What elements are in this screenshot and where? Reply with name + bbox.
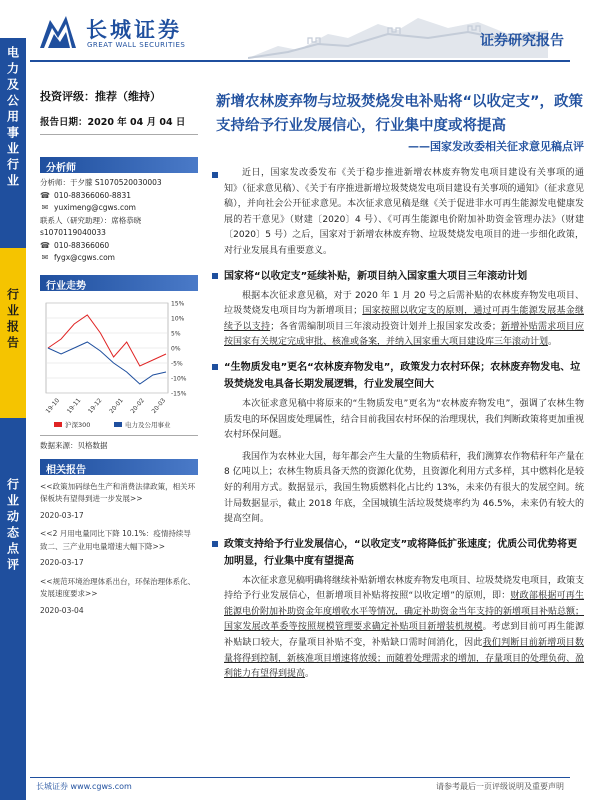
y-tick-label: -5% <box>171 360 183 367</box>
intro-paragraph: 近日，国家发改委发布《关于稳步推进新增农林废弃物发电项目建设有关事项的通知》（征求意见稿）、《关于有序推进新增垃圾焚烧发电项目建设有关事项的通知》（征求意见稿），并向社会公开征求意见。本次征求意见稿是继《关于促进非水可再生能源发电健康发展的若干意见》（财建〔2020〕4 号）、《可再生能源电价附加补助资金管理办法》（财建〔2020〕5 号）之后，国家对于新增农林废弃物、垃圾焚烧发电项目的进一步细化政策，对行业发展具有重要意义。 <box>212 166 584 260</box>
legend-swatch <box>54 422 62 427</box>
company-logo <box>36 12 246 52</box>
footer-disclaimer: 请参考最后一页评级说明及重要声明 <box>436 782 564 791</box>
y-tick-label: -15% <box>171 390 187 397</box>
footer-divider <box>30 777 570 778</box>
legend-label: 电力及公用事业 <box>125 420 171 429</box>
bullet-square-icon <box>212 364 218 370</box>
assistant-name-row: 联系人（研究助理）：席格恭晓 <box>40 215 142 225</box>
related-report-date: 2020-03-17 <box>40 510 84 520</box>
assistant-id-row: s1070119040033 <box>40 228 106 238</box>
section-heading-1: 国家将“以收定支”延续补贴，新项目纳入国家重大项目三年滚动计划 <box>212 268 584 285</box>
related-report-date: 2020-03-17 <box>40 558 84 567</box>
section-heading-2: “生物质发电”更名“农林废弃物发电”，政策发力农村环保；农林废弃物发电、垃圾焚烧发电具备长期发展逻辑，行业发展空间大 <box>212 359 584 393</box>
bullet-square-icon <box>212 541 218 547</box>
legend-swatch <box>114 422 122 427</box>
related-report-title[interactable]: <<2 月用电量同比下降 10.1%：疫情持续导致二、三产业用电量增速大幅下降>> <box>40 529 191 551</box>
side-industry: 电力及公用事业行业 <box>0 38 26 248</box>
report-subtitle: ——国家发改委相关征求意见稿点评 <box>408 140 584 153</box>
industry-trend-chart <box>40 297 198 433</box>
main-content <box>212 90 584 683</box>
related-reports <box>40 481 198 618</box>
section-2-body-2: 我国作为农林业大国，每年都会产生大量的生物质秸秆，我们测算农作物秸秆年产量在 8 亿吨以上；农林生物质具备天然的资源化优势，且资源化利用方式多样，其中燃料化是较好的利用方式。数据显示，我国生物质燃料化占比约 13%，未来仍有很大的发展空间。统计局数据显示，截止 2018 年底，全国城镇生活垃圾焚烧率约为 46.5%，未来仍有较大的提高空间。 <box>224 451 585 525</box>
report-date: 报告日期：2020 年 04 月 04 日 <box>40 114 198 135</box>
email-icon: ✉ <box>41 203 49 213</box>
side-report-kind: 行业报告 <box>0 248 26 418</box>
x-tick-label: 19-12 <box>86 396 104 415</box>
logo-text-cn: 长城证券 <box>86 17 182 42</box>
analyst-section-title: 分析师 <box>40 157 198 173</box>
side-category: 行业动态点评 <box>0 418 26 800</box>
phone-icon: ☎ <box>40 240 50 250</box>
trend-chart-svg <box>40 297 198 433</box>
analyst-info <box>40 177 198 265</box>
report-type-label: 证券研究报告 <box>480 33 564 49</box>
y-tick-label: 10% <box>171 315 185 322</box>
x-tick-label: 20-02 <box>129 396 146 415</box>
bullet-square-icon <box>212 273 218 279</box>
y-tick-label: 5% <box>171 330 181 337</box>
chart-section-title: 行业走势 <box>40 275 198 291</box>
report-header <box>0 0 600 80</box>
section-2-body-1: 本次征求意见稿中将原来的“生物质发电”更名为“农林废弃物发电”，强调了农林生物质发电的环保固废处理属性，结合目前我国农村环保的治理现状，我们判断政策将更加重视农村环保问题。 <box>224 398 585 441</box>
x-tick-label: 19-11 <box>65 396 83 415</box>
logo-mark-icon <box>36 12 80 52</box>
assistant-email-row: ✉ fygx@cgws.com <box>41 253 115 263</box>
legend-label: 沪深300 <box>65 420 91 429</box>
section-3-body: 本次征求意见稿明确将继续补贴新增农林废弃物发电项目、垃圾焚烧发电项目，政策支持给予行业发展信心，但新增项目补贴将按照“以收定增”的原则，即：财政部根据可再生能源电价附加补助资金年度增收水平等情况，确定补助资金当年支持的新增项目补贴总额；国家发展改革委等按照规模管理要求确定补贴项目新增装机规模。考虑到目前可再生能源补贴缺口较大，存量项目补贴不变，补贴缺口需时间消化，因此我们判断目前新增项目数量将得到控制，新核准项目增速将放缓；而随着处理需求的增加，存量项目的处理负荷、盈利能力有望得到提高。 <box>224 575 585 680</box>
analyst-name-row: 分析师：于夕朦 S1070520030003 <box>40 178 162 188</box>
x-tick-label: 20-03 <box>150 396 168 415</box>
analyst-email-row: ✉ yuximeng@cgws.com <box>41 203 136 213</box>
section-heading-3: 政策支持给予行业发展信心，“以收定支”或将降低扩张速度；优质公司优势将更加明显，行业集中度有望提高 <box>212 536 584 570</box>
email-icon: ✉ <box>41 253 49 263</box>
side-strip <box>0 38 26 800</box>
y-tick-label: 15% <box>171 300 185 307</box>
x-tick-label: 20-01 <box>108 396 125 415</box>
y-tick-label: 0% <box>171 345 181 352</box>
section-1-body: 根据本次征求意见稿，对于 2020 年 1 月 20 号之后需补贴的农林废弃物发电项目、垃圾焚烧发电项目均为新增项目；国家按照以收定支的原则，通过可再生能源发展基金继续予以支持；各省需编制项目三年滚动投资计划并上报国家发改委；新增补贴需求项目应按国家有关规定完成审批、核准或备案，并纳入国家重大项目建设库三年滚动计划。 <box>224 290 584 348</box>
investment-rating: 投资评级：推荐（维持） <box>40 90 161 103</box>
report-title: 新增农林废弃物与垃圾焚烧发电补贴将“以收定支”，政策支持给予行业发展信心，行业集中度或将提高 <box>216 94 584 134</box>
phone-icon: ☎ <box>40 190 50 200</box>
x-tick-label: 19-10 <box>44 396 62 415</box>
left-column <box>40 88 198 623</box>
y-tick-label: -10% <box>171 375 187 382</box>
data-source: 数据来源：贝格数据 <box>40 435 198 451</box>
bullet-square-icon <box>212 172 218 178</box>
related-report-title[interactable]: <<政策加码绿色生产和消费法律政策，相关环保板块有望得到进一步发展>> <box>40 481 196 503</box>
related-report-title[interactable]: <<规范环境治理体系出台，环保治理体系化、发展速度要求>> <box>40 576 196 598</box>
related-report-date: 2020-03-04 <box>40 605 84 615</box>
related-section-title: 相关报告 <box>40 459 198 475</box>
assistant-phone-row: ☎ 010-88366060 <box>40 240 110 250</box>
footer-url[interactable]: 长城证券 www.cgws.com <box>36 782 132 791</box>
header-divider <box>30 60 570 62</box>
analyst-phone-row: ☎ 010-88366060-8831 <box>40 190 131 200</box>
logo-text-en: GREAT WALL SECURITIES <box>87 41 186 49</box>
